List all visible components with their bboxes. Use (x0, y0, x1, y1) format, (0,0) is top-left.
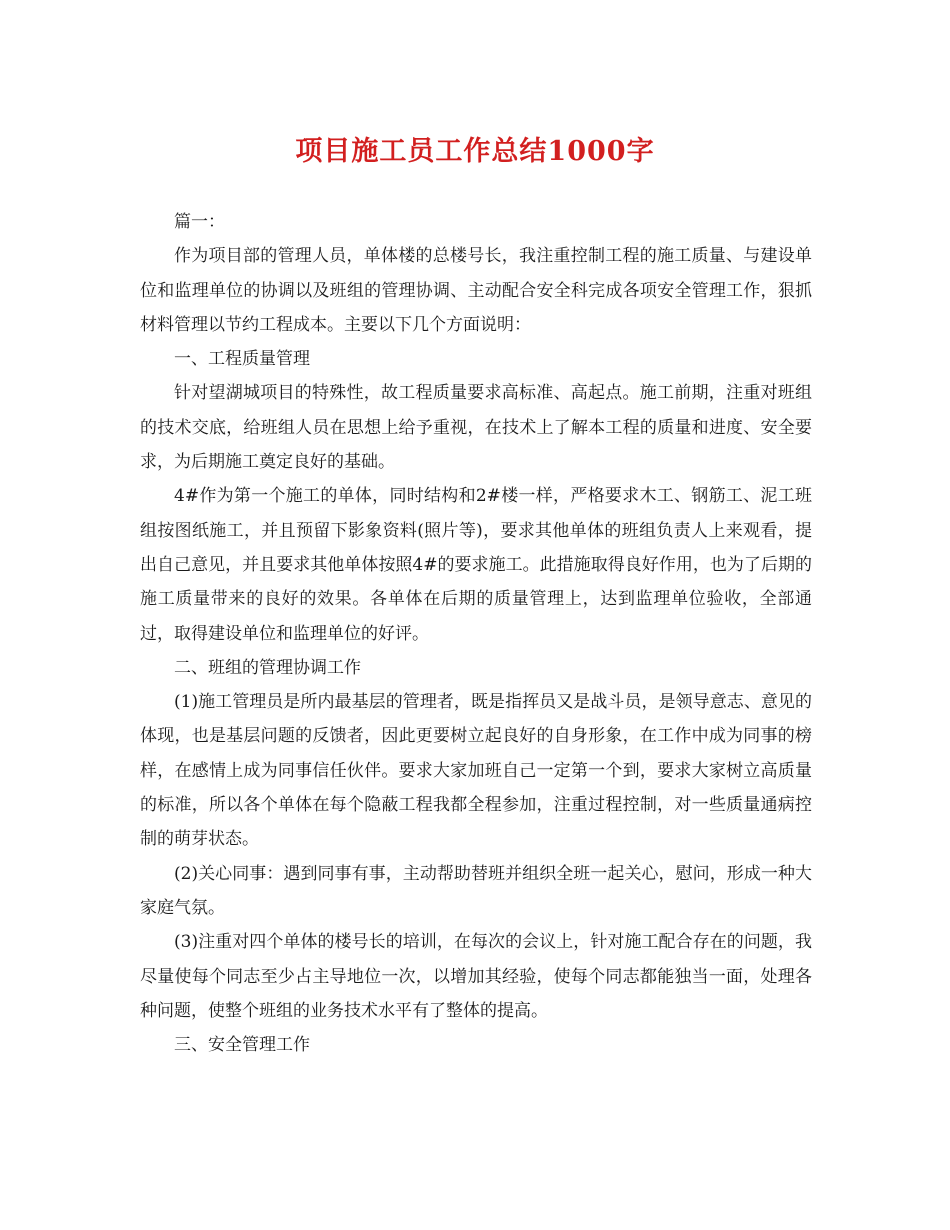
paragraph-intro: 作为项目部的管理人员，单体楼的总楼号长，我注重控制工程的施工质量、与建设单位和监理单位的协调以及班组的管理协调、主动配合安全科完成各项安全管理工作，狠抓材料管理以节约工程成本。主要以下几个方面说明： (140, 246, 812, 335)
heading-team-coordination: 二、班组的管理协调工作 (174, 657, 361, 678)
heading-safety-management: 三、安全管理工作 (174, 1035, 310, 1056)
paragraph-quality-1: 针对望湖城项目的特殊性，故工程质量要求高标准、高起点。施工前期，注重对班组的技术交底，给班组人员在思想上给予重视，在技术上了解本工程的质量和进度、安全要求，为后期施工奠定良好的基础。 (140, 383, 812, 473)
paragraph-section-label: 篇一： (174, 212, 225, 232)
document-title: 项目施工员工作总结1000字 (295, 136, 655, 167)
paragraph-team-2: (2)关心同事：遇到同事有事，主动帮助替班并组织全班一起关心，慰问，形成一种大家庭气氛。 (140, 863, 812, 918)
heading-quality-management: 一、工程质量管理 (174, 349, 310, 370)
paragraph-quality-2: 4#作为第一个施工的单体，同时结构和2#楼一样，严格要求木工、钢筋工、泥工班组按图纸施工，并且预留下影象资料(照片等)，要求其他单体的班组负责人上来观看，提出自己意见，并且要求其他单体按照4#的要求施工。此措施取得良好作用，也为了后期的施工质量带来的良好的效果。各单体在后期的质量管理上，达到监理单位验收，全部通过，取得建设单位和监理单位的好评。 (140, 486, 812, 644)
document-body (140, 205, 812, 1062)
paragraph-team-1: (1)施工管理员是所内最基层的管理者，既是指挥员又是战斗员，是领导意志、意见的体现，也是基层问题的反馈者，因此更要树立起良好的自身形象，在工作中成为同事的榜样，在感情上成为同事信任伙伴。要求大家加班自己一定第一个到，要求大家树立高质量的标准，所以各个单体在每个隐蔽工程我都全程参加，注重过程控制，对一些质量通病控制的萌芽状态。 (140, 692, 812, 850)
paragraph-team-3: (3)注重对四个单体的楼号长的培训，在每次的会议上，针对施工配合存在的问题，我尽量使每个同志至少占主导地位一次，以增加其经验，使每个同志都能独当一面，处理各种问题，使整个班组的业务技术水平有了整体的提高。 (140, 932, 812, 1021)
